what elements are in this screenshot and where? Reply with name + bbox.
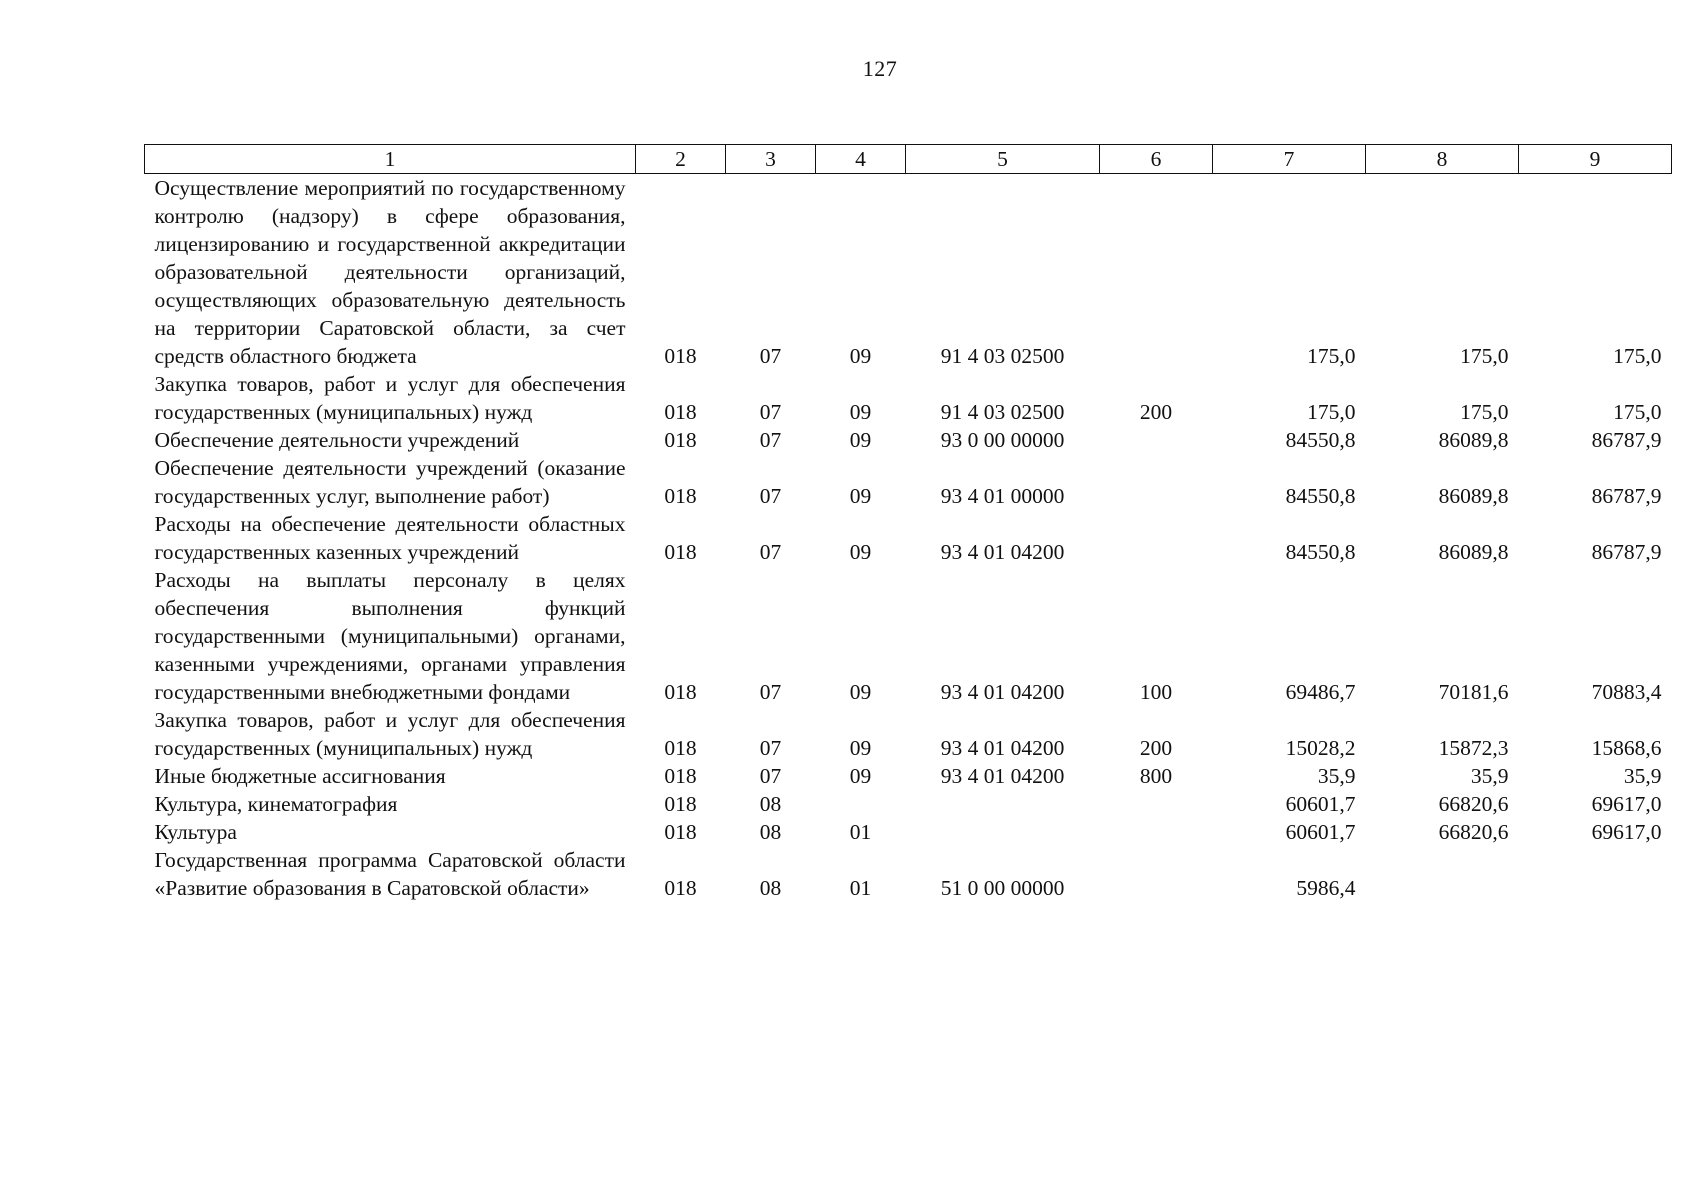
row-section-code: 08 <box>759 792 782 816</box>
row-ministry-code: 018 <box>664 400 697 424</box>
row-subsection-code: 09 <box>849 428 872 452</box>
row-name: Культура, кинематография <box>154 792 398 816</box>
header-col-2: 2 <box>636 145 726 174</box>
table-row <box>145 818 1672 846</box>
row-section-code: 07 <box>759 428 782 452</box>
row-amount-col9: 70883,4 <box>1591 680 1662 704</box>
row-subsection-code: 09 <box>849 540 872 564</box>
table-row <box>145 510 1672 566</box>
row-amount-col9 <box>1519 846 1672 902</box>
header-col-9: 9 <box>1519 145 1672 174</box>
row-name: Осуществление мероприятий по государственному контролю (надзору) в сфере образования, лицензированию и государственной аккредитации образовательной деятельности организаций, осуществляющих образовательную деятельность на территории Саратовской области, за счет средств областного бюджета <box>154 176 626 368</box>
table-row <box>145 762 1672 790</box>
row-expense-type: 200 <box>1139 736 1173 760</box>
row-amount-col8: 70181,6 <box>1438 680 1509 704</box>
row-ministry-code: 018 <box>664 876 697 900</box>
header-col-1: 1 <box>145 145 636 174</box>
row-ministry-code: 018 <box>664 344 697 368</box>
row-target-code: 91 4 03 02500 <box>940 344 1065 368</box>
row-ministry-code: 018 <box>664 792 697 816</box>
row-section-code: 07 <box>759 344 782 368</box>
row-expense-type <box>1100 426 1213 454</box>
row-ministry-code: 018 <box>664 820 697 844</box>
row-amount-col7: 60601,7 <box>1285 820 1356 844</box>
row-amount-col8: 86089,8 <box>1438 428 1509 452</box>
row-amount-col8: 66820,6 <box>1438 820 1509 844</box>
row-subsection-code: 09 <box>849 344 872 368</box>
row-amount-col8: 86089,8 <box>1438 484 1509 508</box>
row-subsection-code: 09 <box>849 400 872 424</box>
row-ministry-code: 018 <box>664 428 697 452</box>
row-amount-col9: 35,9 <box>1623 764 1662 788</box>
row-amount-col9: 175,0 <box>1613 344 1662 368</box>
row-name: Расходы на обеспечение деятельности областных государственных казенных учреждений <box>154 512 626 564</box>
row-amount-col9: 86787,9 <box>1591 484 1662 508</box>
row-amount-col8: 175,0 <box>1460 344 1509 368</box>
row-name: Обеспечение деятельности учреждений (оказание государственных услуг, выполнение работ) <box>154 456 626 508</box>
header-row <box>145 145 1672 174</box>
row-amount-col7: 84550,8 <box>1285 540 1356 564</box>
row-amount-col7: 69486,7 <box>1285 680 1356 704</box>
row-subsection-code: 01 <box>849 820 872 844</box>
row-target-code: 51 0 00 00000 <box>940 876 1065 900</box>
row-expense-type <box>1100 790 1213 818</box>
row-subsection-code: 09 <box>849 764 872 788</box>
row-name: Расходы на выплаты персоналу в целях обеспечения выполнения функций государственными (муниципальными) органами, казенными учреждениями, органами управления государственными внебюджетными фондами <box>154 568 626 704</box>
row-section-code: 07 <box>759 540 782 564</box>
row-amount-col7: 5986,4 <box>1296 876 1356 900</box>
page-number: 127 <box>862 56 898 81</box>
row-name: Государственная программа Саратовской области «Развитие образования в Саратовской области» <box>154 848 626 900</box>
row-amount-col7: 15028,2 <box>1285 736 1356 760</box>
row-subsection-code: 09 <box>849 680 872 704</box>
row-amount-col8: 66820,6 <box>1438 792 1509 816</box>
row-name: Иные бюджетные ассигнования <box>154 764 446 788</box>
table-row <box>145 706 1672 762</box>
row-ministry-code: 018 <box>664 540 697 564</box>
table-row <box>145 426 1672 454</box>
row-target-code: 93 4 01 04200 <box>940 680 1065 704</box>
row-ministry-code: 018 <box>664 736 697 760</box>
row-ministry-code: 018 <box>664 680 697 704</box>
row-target-code: 93 4 01 04200 <box>940 764 1065 788</box>
row-amount-col9: 15868,6 <box>1591 736 1662 760</box>
row-target-code: 91 4 03 02500 <box>940 400 1065 424</box>
row-amount-col7: 175,0 <box>1307 344 1356 368</box>
row-expense-type <box>1100 510 1213 566</box>
header-col-6: 6 <box>1100 145 1213 174</box>
row-expense-type <box>1100 818 1213 846</box>
table-row <box>145 454 1672 510</box>
row-target-code <box>906 790 1100 818</box>
budget-table <box>144 144 1672 902</box>
row-amount-col7: 175,0 <box>1307 400 1356 424</box>
row-target-code: 93 4 01 04200 <box>940 736 1065 760</box>
row-amount-col8: 35,9 <box>1470 764 1509 788</box>
row-amount-col9: 86787,9 <box>1591 428 1662 452</box>
row-section-code: 07 <box>759 736 782 760</box>
row-amount-col9: 69617,0 <box>1591 792 1662 816</box>
header-col-3: 3 <box>726 145 816 174</box>
header-col-5: 5 <box>906 145 1100 174</box>
row-amount-col7: 60601,7 <box>1285 792 1356 816</box>
row-amount-col9: 175,0 <box>1613 400 1662 424</box>
table-row <box>145 790 1672 818</box>
row-amount-col8: 15872,3 <box>1438 736 1509 760</box>
header-col-8: 8 <box>1366 145 1519 174</box>
row-subsection-code: 09 <box>849 484 872 508</box>
row-expense-type: 200 <box>1139 400 1173 424</box>
row-subsection-code: 01 <box>849 876 872 900</box>
table-row <box>145 566 1672 706</box>
row-section-code: 07 <box>759 764 782 788</box>
row-target-code: 93 0 00 00000 <box>940 428 1065 452</box>
row-amount-col9: 69617,0 <box>1591 820 1662 844</box>
row-amount-col9: 86787,9 <box>1591 540 1662 564</box>
row-expense-type <box>1100 174 1213 371</box>
row-target-code <box>906 818 1100 846</box>
row-section-code: 07 <box>759 680 782 704</box>
row-section-code: 07 <box>759 400 782 424</box>
row-ministry-code: 018 <box>664 764 697 788</box>
row-amount-col8: 86089,8 <box>1438 540 1509 564</box>
row-amount-col7: 84550,8 <box>1285 484 1356 508</box>
row-subsection-code <box>816 790 906 818</box>
header-col-7: 7 <box>1213 145 1366 174</box>
table-row <box>145 174 1672 371</box>
row-expense-type <box>1100 846 1213 902</box>
row-expense-type: 100 <box>1139 680 1173 704</box>
table-row <box>145 846 1672 902</box>
row-amount-col8: 175,0 <box>1460 400 1509 424</box>
row-subsection-code: 09 <box>849 736 872 760</box>
row-section-code: 07 <box>759 484 782 508</box>
row-amount-col7: 35,9 <box>1317 764 1356 788</box>
row-expense-type <box>1100 454 1213 510</box>
row-target-code: 93 4 01 04200 <box>940 540 1065 564</box>
row-section-code: 08 <box>759 876 782 900</box>
row-name: Закупка товаров, работ и услуг для обеспечения государственных (муниципальных) нужд <box>154 708 626 760</box>
row-expense-type: 800 <box>1139 764 1173 788</box>
table-body <box>145 174 1672 903</box>
row-ministry-code: 018 <box>664 484 697 508</box>
table-header <box>145 145 1672 174</box>
row-amount-col7: 84550,8 <box>1285 428 1356 452</box>
row-name: Культура <box>154 820 237 844</box>
row-name: Обеспечение деятельности учреждений <box>154 428 520 452</box>
table-row <box>145 370 1672 426</box>
row-section-code: 08 <box>759 820 782 844</box>
row-name: Закупка товаров, работ и услуг для обеспечения государственных (муниципальных) нужд <box>154 372 626 424</box>
header-col-4: 4 <box>816 145 906 174</box>
row-amount-col8 <box>1366 846 1519 902</box>
row-target-code: 93 4 01 00000 <box>940 484 1065 508</box>
